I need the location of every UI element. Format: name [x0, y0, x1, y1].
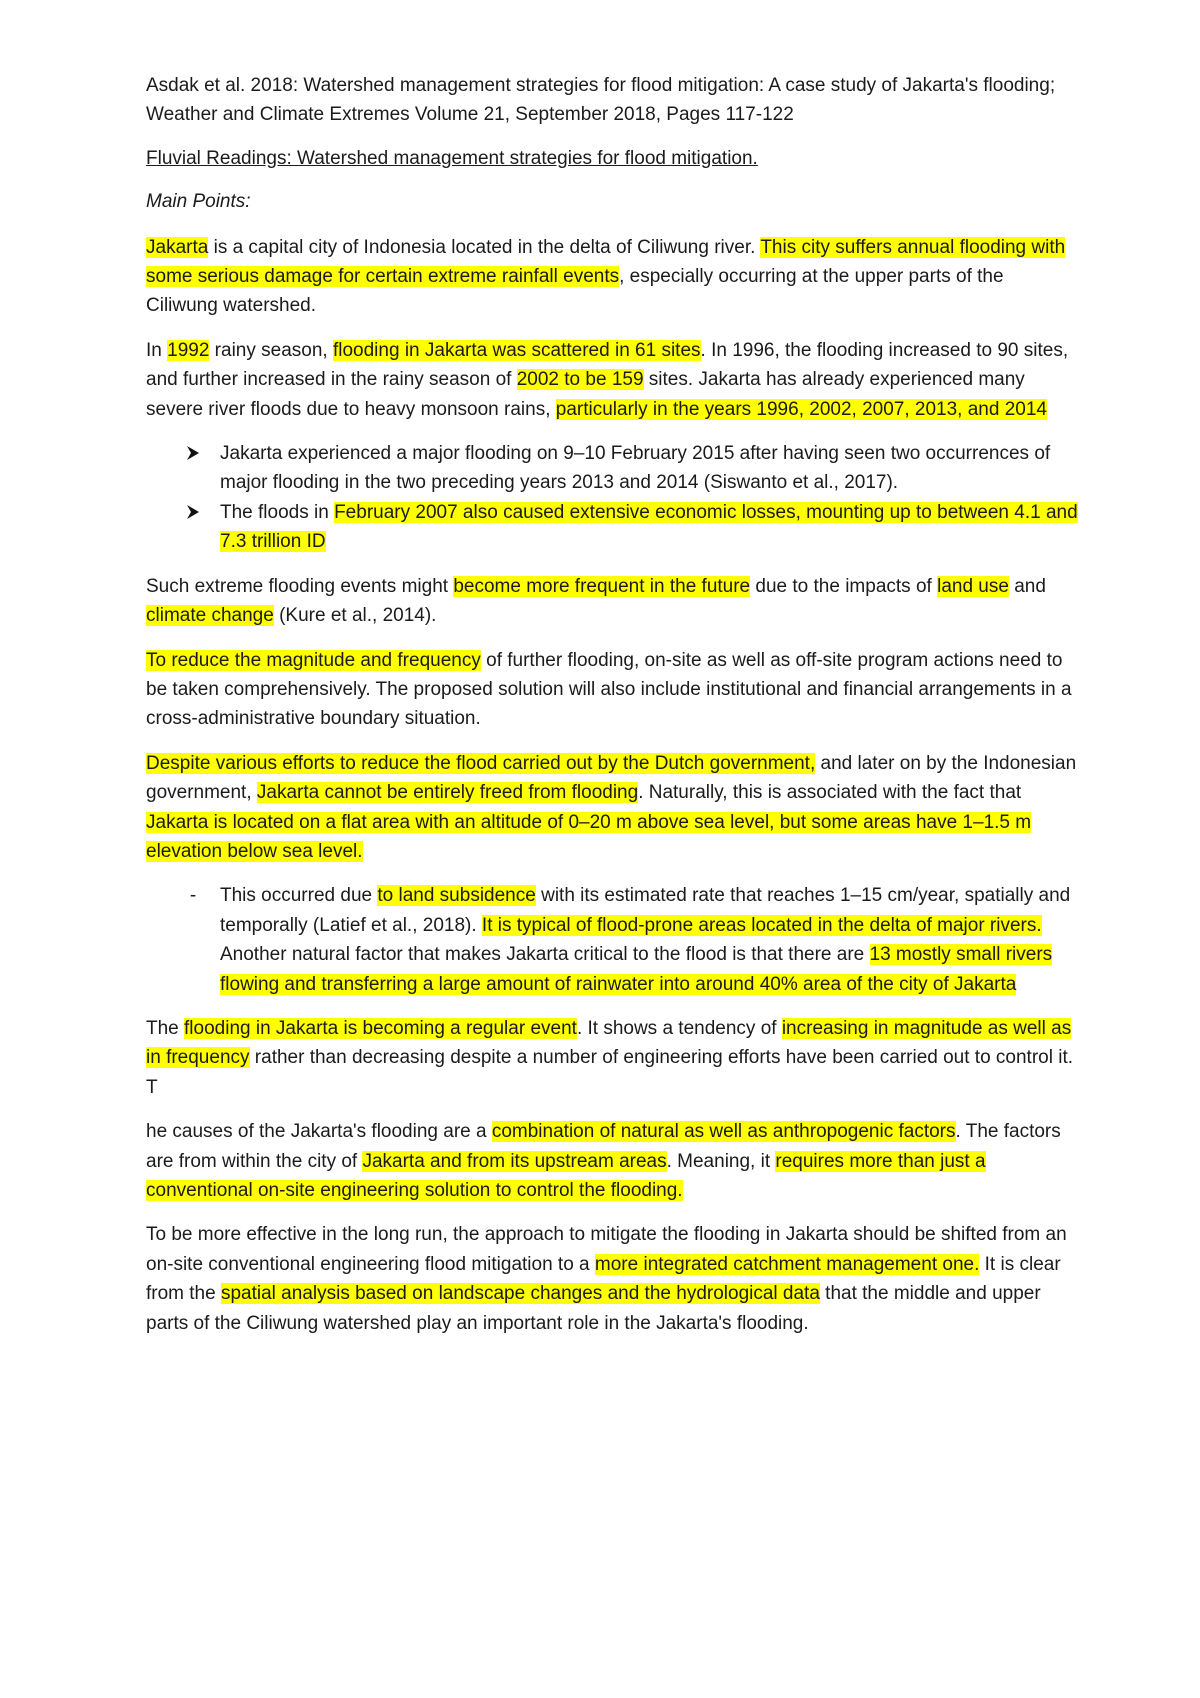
highlighted-text: 13 mostly small rivers flowing and transferring a large amount of rainwater into around 40% area of the city of Jakarta — [220, 944, 1053, 995]
paragraph-future-flooding — [146, 572, 1080, 631]
highlighted-text: more integrated catchment management one. — [594, 1253, 980, 1275]
text-run: Jakarta experienced a major flooding on 9–10 February 2015 after having seen two occurrences of major flooding in the two preceding years 2013 and 2014 (Siswanto et al., 2017). — [220, 443, 1051, 494]
paragraph-dutch-efforts — [146, 749, 1080, 867]
reading-heading-text: Fluvial Readings: Watershed management strategies for flood mitigation. — [146, 147, 758, 169]
text-run: The — [146, 1017, 185, 1039]
arrow-bullet-text — [220, 502, 1078, 552]
text-run: . Naturally, this is associated with the fact that — [638, 782, 1022, 804]
text-run: he causes of the Jakarta's flooding are a — [146, 1121, 492, 1143]
text-run: The floods in — [220, 501, 335, 523]
highlighted-text: Jakarta and from its upstream areas — [362, 1150, 667, 1172]
arrow-bullet-list — [146, 439, 1080, 557]
highlighted-text: become more frequent in the future — [453, 575, 751, 597]
reading-heading — [146, 144, 1080, 173]
highlighted-text: Jakarta cannot be entirely freed from flooding — [256, 782, 639, 804]
highlighted-text: Jakarta — [146, 236, 209, 258]
highlighted-text: Jakarta is located on a flat area with an altitude of 0–20 m above sea level, but some areas have 1–1.5 m elevation below sea level. — [146, 811, 1032, 862]
text-run: In — [146, 339, 168, 361]
text-run: rainy season, — [209, 339, 333, 361]
highlighted-text: flooding in Jakarta was scattered in 61 sites — [332, 339, 701, 361]
paragraph-regular-event — [146, 1014, 1080, 1102]
highlighted-text: 1992 — [167, 339, 210, 361]
text-run: of further flooding, on-site as well as off-site program actions need to be taken comprehensively. The proposed solution will also include institutional and financial arrangements in a cross-administrative boundary situation. — [146, 649, 1072, 730]
text-run: rather than decreasing despite a number of engineering efforts have been carried out to control it. T — [146, 1047, 1074, 1098]
text-run: (Kure et al., 2014). — [273, 605, 437, 627]
highlighted-text: particularly in the years 1996, 2002, 2007, 2013, and 2014 — [555, 398, 1047, 420]
highlighted-text: requires more than just a conventional on-site engineering solution to control the flooding. — [146, 1150, 986, 1201]
highlighted-text: It is typical of flood-prone areas located in the delta of major rivers. — [481, 914, 1042, 936]
arrowhead-bullet-icon — [183, 439, 203, 468]
highlighted-text: Despite various efforts to reduce the flood carried out by the Dutch government, — [146, 752, 816, 774]
arrowhead-bullet-icon — [183, 498, 203, 527]
highlighted-text: spatial analysis based on landscape changes and the hydrological data — [220, 1283, 820, 1305]
arrow-bullet-text — [220, 443, 1050, 493]
text-run: Another natural factor that makes Jakarta critical to the flood is that there are — [220, 944, 870, 966]
arrow-bullet-item — [220, 498, 1080, 557]
paragraph-flood-history — [146, 336, 1080, 424]
highlighted-text: combination of natural as well as anthropogenic factors — [491, 1121, 956, 1143]
highlighted-text: This city suffers annual flooding with some serious damage for certain extreme rainfall events — [146, 236, 1066, 288]
paragraph-causes — [146, 1117, 1080, 1205]
text-run: To be more effective in the long run, the approach to mitigate the flooding in Jakarta should be shifted from an on-site conventional engineering flood mitigation to a — [146, 1224, 1067, 1275]
paragraph-reduce-magnitude — [146, 646, 1080, 734]
citation: Asdak et al. 2018: Watershed management strategies for flood mitigation: A case study of Jakarta's flooding; Weather and Climate Extremes Volume 21, September 2018, Pages 117-122 — [146, 75, 1056, 126]
highlighted-text: increasing in magnitude as well as in frequency — [146, 1017, 1072, 1069]
dash-bullet-text — [220, 885, 1070, 994]
highlighted-text: 2002 to be 159 — [516, 369, 644, 391]
text-run: is a capital city of Indonesia located in the delta of Ciliwung river. — [208, 236, 761, 258]
highlighted-text: to land subsidence — [377, 885, 536, 907]
text-run: . The factors are from within the city of — [146, 1121, 1061, 1172]
highlighted-text: To reduce the magnitude and frequency — [146, 649, 481, 671]
highlighted-text: February 2007 also caused extensive economic losses, mounting up to between 4.1 and 7.3 trillion ID — [220, 501, 1078, 553]
dash-bullet-marker: - — [189, 885, 197, 907]
dash-bullet-list — [146, 881, 1080, 999]
highlighted-text: land use — [937, 575, 1009, 597]
paragraph-integrated-management — [146, 1220, 1080, 1338]
text-run: Such extreme flooding events might — [146, 575, 454, 597]
dash-bullet-item — [189, 881, 1080, 999]
text-run: due to the impacts of — [750, 575, 938, 597]
highlighted-text: climate change — [146, 605, 274, 627]
text-run: sites. Jakarta has already experienced many severe river floods due to heavy monsoon rains, — [146, 369, 1025, 420]
text-run: . In 1996, the flooding increased to 90 sites, and further increased in the rainy season of — [146, 339, 1069, 391]
text-run: and — [1008, 575, 1046, 597]
text-run: with its estimated rate that reaches 1–15 cm/year, spatially and temporally (Latief et al., 2018). — [220, 885, 1071, 936]
main-points-label: Main Points: — [146, 191, 251, 213]
text-run: , especially occurring at the upper parts of the Ciliwung watershed. — [146, 266, 1004, 317]
text-run: . It shows a tendency of — [576, 1017, 782, 1039]
text-run: . Meaning, it — [666, 1150, 776, 1172]
text-run: This occurred due — [220, 885, 378, 907]
text-run: It is clear from the — [146, 1253, 1061, 1305]
highlighted-text: flooding in Jakarta is becoming a regular event — [184, 1017, 577, 1039]
arrow-bullet-item — [220, 439, 1080, 498]
text-run: and later on by the Indonesian government, — [146, 752, 1077, 804]
paragraph-jakarta-intro — [146, 233, 1080, 321]
text-run: that the middle and upper parts of the Ciliwung watershed play an important role in the Jakarta's flooding. — [146, 1283, 1041, 1334]
